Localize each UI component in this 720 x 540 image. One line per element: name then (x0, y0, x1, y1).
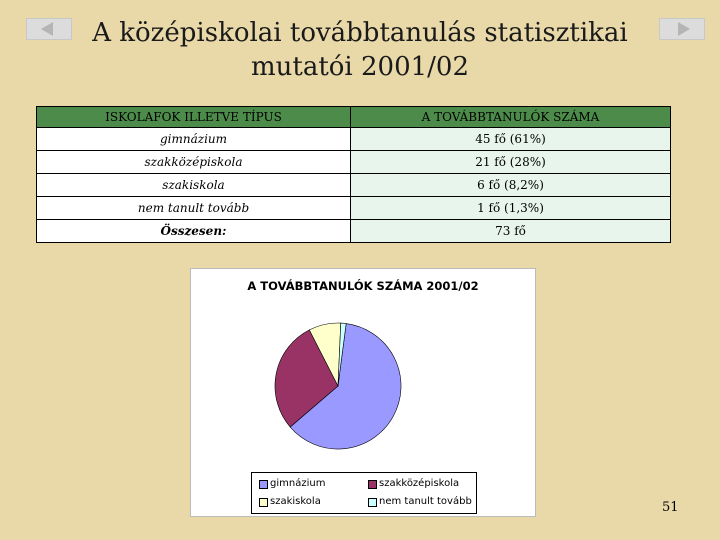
pie-chart-svg (191, 269, 535, 469)
cell-type: gimnázium (37, 128, 351, 151)
title-line-2: mutatói 2001/02 (250, 52, 470, 82)
legend-swatch (368, 480, 377, 489)
legend-swatch (368, 498, 377, 507)
title-line-1: A középiskolai továbbtanulás statisztikai (92, 18, 628, 48)
pie-chart (190, 268, 536, 517)
cell-count: 45 fő (61%) (351, 128, 671, 151)
cell-total-label: Összesen: (37, 220, 351, 243)
cell-count: 6 fő (8,2%) (351, 174, 671, 197)
table-row (37, 128, 671, 151)
slide-title (60, 16, 660, 84)
cell-count: 21 fő (28%) (351, 151, 671, 174)
legend-label: szakiskola (270, 496, 321, 507)
legend-label: gimnázium (270, 478, 326, 489)
legend-label: szakközépiskola (379, 478, 460, 489)
table-row (37, 174, 671, 197)
table-row (37, 151, 671, 174)
chart-title: A TOVÁBBTANULÓK SZÁMA 2001/02 (247, 279, 479, 293)
table-total-row (37, 220, 671, 243)
next-slide-button[interactable] (659, 18, 705, 40)
legend-swatch (259, 498, 268, 507)
chart-legend (251, 472, 477, 514)
statistics-table (36, 106, 671, 243)
cell-total-count: 73 fő (351, 220, 671, 243)
cell-type: szakközépiskola (37, 151, 351, 174)
header-student-count: A TOVÁBBTANULÓK SZÁMA (351, 107, 671, 128)
cell-type: nem tanult tovább (37, 197, 351, 220)
arrow-right-icon (660, 19, 704, 39)
page-number: 51 (662, 500, 679, 515)
legend-swatch (259, 480, 268, 489)
cell-count: 1 fő (1,3%) (351, 197, 671, 220)
table-header-row (37, 107, 671, 128)
table-row (37, 197, 671, 220)
header-school-type: ISKOLAFOK ILLETVE TÍPUS (37, 107, 351, 128)
legend-label: nem tanult tovább (379, 496, 472, 507)
cell-type: szakiskola (37, 174, 351, 197)
